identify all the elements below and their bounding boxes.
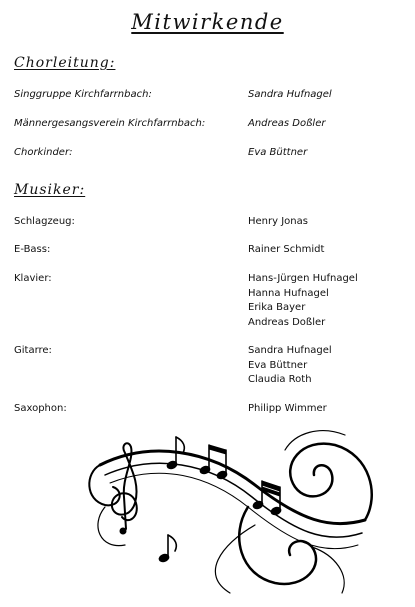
entry-names (248, 344, 332, 388)
page-title: Mitwirkende (131, 10, 284, 34)
entry-role: Saxophon: (14, 403, 67, 414)
entry-name: Andreas Doßler (248, 316, 326, 328)
entry-role: E-Bass: (14, 244, 51, 255)
entry-name: Rainer Schmidt (248, 244, 325, 255)
entry-role: Singgruppe Kirchfarrnbach: (14, 89, 152, 100)
entry-name: Andreas Doßler (248, 118, 326, 129)
entry-name: Eva Büttner (248, 359, 308, 371)
entry-names (248, 402, 327, 417)
entry-name: Sandra Hufnagel (248, 89, 332, 100)
entry-names (248, 146, 307, 161)
section-heading-musiker: Musiker: (14, 182, 86, 198)
entry-name: Eva Büttner (248, 147, 308, 158)
entry-role: Chorkinder: (14, 147, 73, 158)
entry-name: Philipp Wimmer (248, 403, 327, 414)
entry-name: Sandra Hufnagel (248, 345, 332, 356)
entry-names (248, 117, 325, 132)
music-notes-swirl-icon (80, 425, 380, 600)
entry-names (248, 88, 332, 103)
section-heading-chorleitung: Chorleitung: (14, 55, 116, 71)
entry-name: Hanna Hufnagel (248, 287, 329, 299)
entry-name: Henry Jonas (248, 216, 308, 227)
entry-names (248, 272, 358, 330)
entry-name: Claudia Roth (248, 374, 312, 385)
entry-names (248, 215, 308, 230)
entry-name: Erika Bayer (248, 302, 306, 313)
entry-role: Männergesangsverein Kirchfarrnbach: (14, 118, 206, 129)
entry-role: Klavier: (14, 273, 52, 284)
entry-role: Gitarre: (14, 345, 52, 356)
entry-name: Hans-Jürgen Hufnagel (248, 273, 358, 284)
entry-role: Schlagzeug: (14, 216, 75, 227)
entry-names (248, 243, 324, 258)
